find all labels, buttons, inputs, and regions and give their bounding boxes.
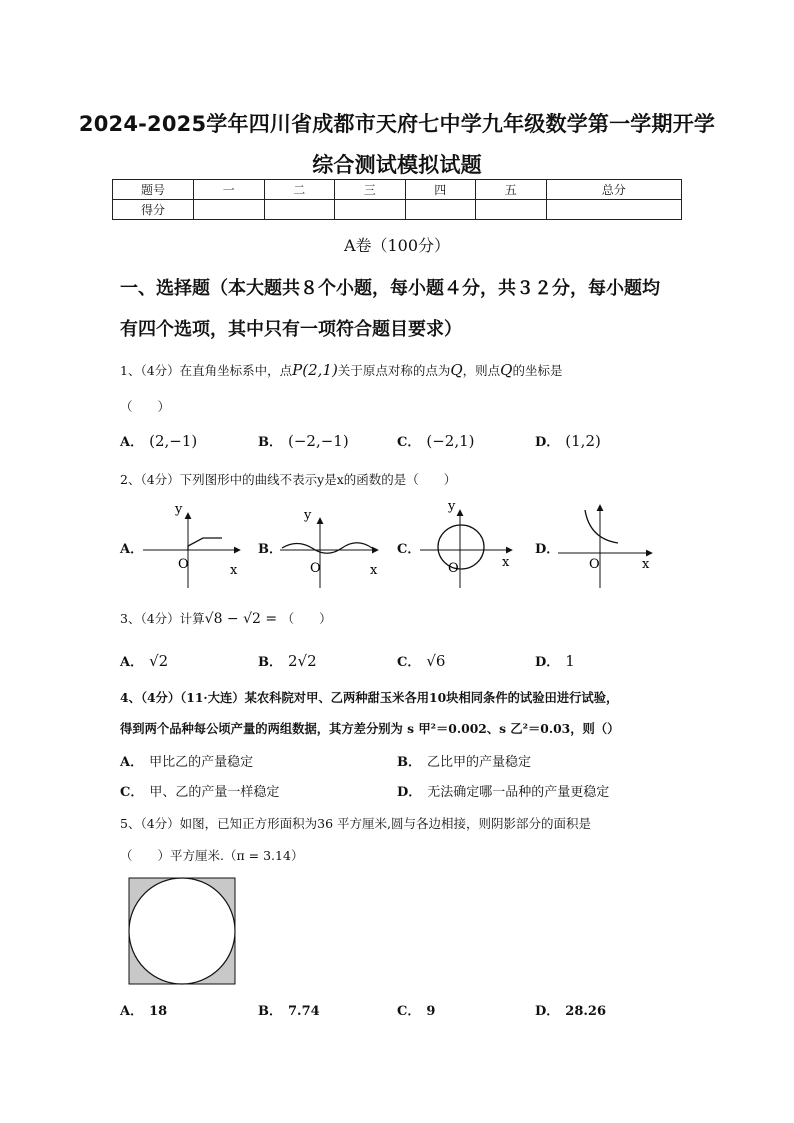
graph-a-curve — [188, 538, 222, 550]
q4-option-a-value: 甲比乙的产量稳定 — [149, 755, 254, 770]
q3-stem — [120, 609, 332, 627]
q5-option-b-label: B． — [258, 1004, 282, 1019]
q4-option-d-value: 无法确定哪一品种的产量更稳定 — [427, 785, 610, 800]
q1-option-c-label: C． — [397, 435, 421, 450]
graph-b-curve — [282, 543, 372, 554]
score-cell-3: 三 — [335, 180, 406, 200]
exam-title-line2: 综合测试模拟试题 — [312, 153, 482, 177]
q4-option-b-label: B． — [397, 755, 421, 770]
q4-option-b[interactable] — [397, 751, 531, 770]
q5-option-c[interactable] — [397, 1000, 441, 1019]
score-row-label: 得分 — [113, 200, 194, 220]
q1-suffix: 的坐标是 — [512, 363, 563, 378]
score-cell-4: 四 — [405, 180, 476, 200]
q1-q-letter: Q — [450, 361, 463, 379]
q5-option-d-label: D． — [535, 1004, 560, 1019]
graph-c-y-label: y — [448, 499, 456, 514]
q3-option-a-value: √2 — [149, 652, 169, 670]
q1-option-c-value: (−2,1) — [426, 432, 475, 450]
q4-option-b-value: 乙比甲的产量稳定 — [427, 755, 532, 770]
q5-option-c-value: 9 — [426, 1004, 436, 1019]
q3-option-c[interactable] — [397, 651, 445, 670]
q5-option-c-label: C． — [397, 1004, 421, 1019]
q5-figure — [129, 878, 235, 984]
q2-label-d: D． — [535, 542, 560, 557]
q1-middle: 关于原点对称的点为 — [337, 363, 451, 378]
q1-option-a-label: A． — [120, 435, 144, 450]
q3-option-d-value: 1 — [565, 652, 575, 670]
q4-option-c[interactable] — [120, 781, 279, 800]
graph-d-x-label: x — [642, 557, 650, 572]
graph-c-origin: O — [448, 561, 459, 576]
q3-option-c-label: C． — [397, 655, 421, 670]
graph-d-origin: O — [589, 557, 600, 572]
q1-point: P(2,1) — [292, 361, 338, 379]
q5-option-d[interactable] — [535, 1000, 612, 1019]
q3-paren: （ ） — [281, 611, 332, 626]
q2-label-a: A． — [120, 542, 144, 557]
score-cell-label: 题号 — [113, 180, 194, 200]
q5-option-b-value: 7.74 — [288, 1004, 320, 1019]
q4-option-a[interactable] — [120, 751, 253, 770]
q3-option-b[interactable] — [258, 651, 317, 670]
section-a-heading: A卷（100分） — [343, 236, 451, 255]
q3-option-b-value: 2√2 — [288, 652, 317, 670]
q3-expr: √8 − √2 = — [204, 611, 282, 627]
q3-option-d[interactable] — [535, 651, 575, 670]
q5-option-b[interactable] — [258, 1000, 326, 1019]
q2-label-c: C． — [397, 542, 421, 557]
graph-a-y-label: y — [175, 502, 183, 517]
q3-option-d-label: D． — [535, 655, 560, 670]
q1-option-b-value: (−2,−1) — [288, 432, 349, 450]
q5-option-a-value: 18 — [149, 1004, 168, 1019]
q4-option-d-label: D． — [397, 785, 422, 800]
graph-c-x-label: x — [502, 555, 510, 570]
q1-prefix: 1、（4分）在直角坐标系中，点 — [120, 363, 293, 378]
graph-b-origin: O — [310, 561, 321, 576]
graph-c-circle — [438, 525, 484, 569]
q1-option-d-value: (1,2) — [565, 432, 601, 450]
q1-q-letter2: Q — [500, 361, 513, 379]
part1-heading-line2: 有四个选项，其中只有一项符合题目要求） — [120, 319, 462, 340]
q2-stem: 2、（4分）下列图形中的曲线不表示y是x的函数的是（ ） — [120, 472, 457, 487]
graph-a-x-label: x — [230, 563, 238, 578]
q4-option-a-label: A． — [120, 755, 144, 770]
q5-line1: 5、（4分）如图，已知正方形面积为36 平方厘米,圆与各边相接，则阴影部分的面积是 — [120, 816, 592, 831]
q1-paren: （ ） — [120, 399, 171, 414]
q5-line2: （ ）平方厘米.（π = 3.14） — [120, 848, 304, 863]
score-cell-total: 总分 — [546, 180, 682, 200]
q4-option-c-value: 甲、乙的产量一样稳定 — [149, 785, 280, 800]
q1-option-b-label: B． — [258, 435, 282, 450]
graph-b-y-label: y — [304, 508, 312, 523]
graph-b-x-label: x — [370, 563, 378, 578]
exam-title-line1: 2024-2025学年四川省成都市天府七中学九年级数学第一学期开学 — [78, 112, 716, 136]
q2-graph-a — [143, 502, 240, 588]
q2-graph-d — [558, 505, 652, 588]
q1-option-a-value: (2,−1) — [149, 432, 198, 450]
q5-option-d-value: 28.26 — [565, 1004, 606, 1019]
q3-option-c-value: √6 — [426, 652, 446, 670]
score-cell-1: 一 — [194, 180, 265, 200]
q5-circle — [129, 878, 235, 984]
q4-line1: 4、（4分）（11·大连）某农科院对甲、乙两种甜玉米各用10块相同条件的试验田进行试验， — [120, 690, 619, 705]
q4-option-c-label: C． — [120, 785, 144, 800]
score-cell-2: 二 — [264, 180, 335, 200]
q2-graph-c — [420, 499, 512, 588]
q2-label-b: B． — [258, 542, 282, 557]
q4-option-d[interactable] — [397, 781, 609, 800]
q3-option-a[interactable] — [120, 651, 168, 670]
score-cell-5: 五 — [476, 180, 547, 200]
q4-line2: 得到两个品种每公顷产量的两组数据，其方差分别为 s 甲²＝0.002、s 乙²＝0.03，则（） — [120, 721, 620, 736]
q1-middle2: ，则点 — [462, 363, 501, 378]
graph-a-origin: O — [178, 557, 189, 572]
q3-prefix: 3、（4分）计算 — [120, 611, 205, 626]
graph-d-curve — [585, 510, 618, 543]
part1-heading-line1: 一、选择题（本大题共８个小题，每小题４分，共３２分，每小题均 — [120, 278, 660, 299]
q5-option-a-label: A． — [120, 1004, 144, 1019]
q5-option-a[interactable] — [120, 1000, 173, 1019]
q3-option-a-label: A． — [120, 655, 144, 670]
q3-option-b-label: B． — [258, 655, 282, 670]
q1-option-d-label: D． — [535, 435, 560, 450]
q2-graph-b — [280, 508, 378, 588]
